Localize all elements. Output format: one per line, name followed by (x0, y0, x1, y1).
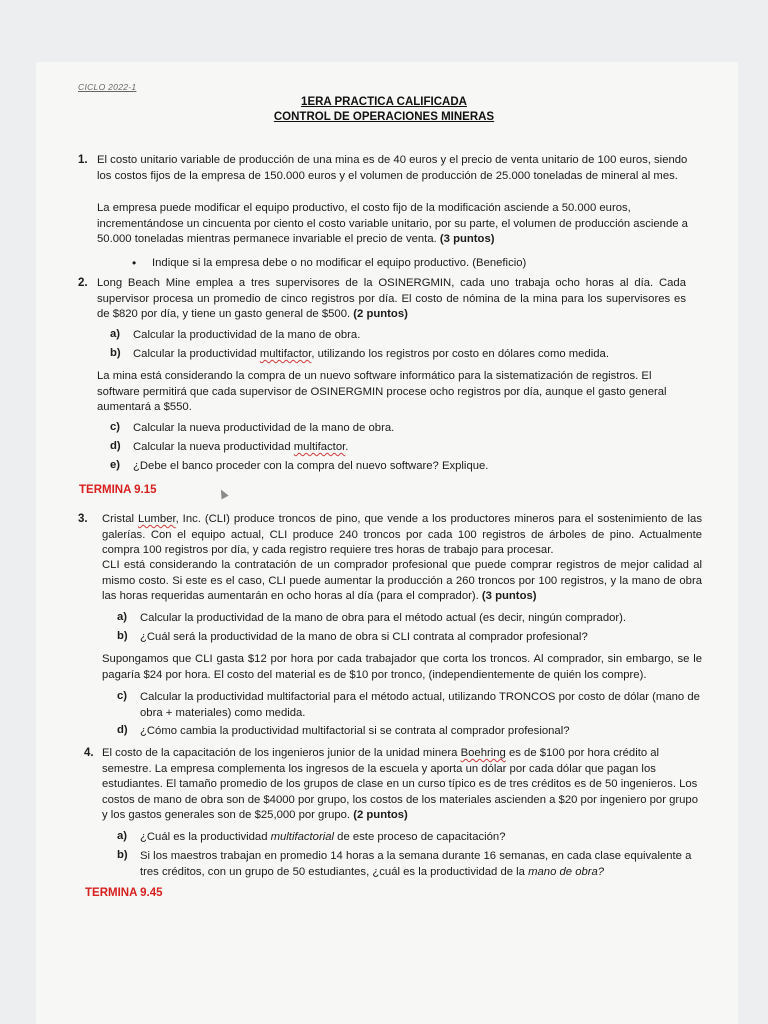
q2-paragraph-1 (97, 276, 686, 323)
q2-d-text: Calcular la nueva productividad multifactor. (133, 441, 349, 453)
q2-b-label: b) (110, 347, 121, 359)
q2-number: 2. (78, 277, 88, 289)
q1-number: 1. (78, 154, 88, 166)
q3-c-label: c) (117, 690, 128, 702)
spellcheck-word: multifactor (259, 348, 312, 360)
q1-paragraph-2-text: La empresa puede modificar el equipo productivo, el costo fijo de la modificación asciende a 50.000 euros, incrementándose un cincuenta por ciento el costo variable unitario, por su parte, el volumen de producción asciende a 50.000 toneladas mientras permanece invariable el precio de venta. (97, 202, 688, 246)
q2-paragraph-1-text: Long Beach Mine emplea a tres supervisores de la OSINERGMIN, cada uno trabaja ocho horas al día. Cada supervisor procesa un promedio de cinco registros por día. El costo de nómina de la mina para los supervisores es de $820 por día, y tiene un gasto general de $500. (97, 277, 686, 321)
q2-c-label: c) (110, 421, 121, 433)
q1-points: (3 puntos) (439, 233, 495, 246)
q2-d-label: d) (110, 440, 121, 452)
q2-paragraph-2: La mina está considerando la compra de un nuevo software informático para la sistematización de registros. El software permitirá que cada supervisor de OSINERGMIN procese ocho registros por día, aunque el gasto general aumentará a $550. (97, 370, 667, 414)
q2-end-time: TERMINA 9.15 (79, 484, 157, 496)
q2-a-label: a) (110, 328, 121, 340)
spellcheck-word: Lumber (137, 513, 176, 525)
q4-points: (2 puntos) (353, 809, 408, 822)
q2-points: (2 puntos) (353, 308, 408, 321)
q1-bullet-text: Indique si la empresa debe o no modificar el equipo productivo. (Beneficio) (152, 257, 527, 269)
q4-a-label: a) (117, 830, 128, 842)
q1-bullet-marker: • (132, 256, 137, 270)
q4-number: 4. (84, 747, 94, 759)
q3-d-label: d) (117, 724, 128, 736)
q2-e-text: ¿Debe el banco proceder con la compra del nuevo software? Explique. (133, 460, 489, 472)
document-subtitle: CONTROL DE OPERACIONES MINERAS (273, 111, 495, 123)
q4-paragraph: El costo de la capacitación de los ingenieros junior de la unidad minera Boehring es de $100 por hora crédito al semestre. La empresa complementa los ingresos de la escuela y aporta un dólar por cada dólar que pagan los estudiantes. El tamaño promedio de los grupos de clase en un curso típico es de tres créditos es de 50 ingenieros. Los costos de mano de obra son de $4000 por grupo, los costos de los materiales ascienden a $20 por ingeniero por grupo y los gastos generales son de $25,000 por grupo. (2 puntos) (102, 747, 698, 822)
q2-a-text: Calcular la productividad de la mano de obra. (133, 329, 361, 341)
q3-paragraph-2-text: CLI está considerando la contratación de un comprador profesional que puede comprar registros de mejor calidad al mismo costo. Si este es el caso, CLI puede aumentar la producción a 260 troncos por 100 registros, y la mano de obra las horas requeridas aumentarán en ocho horas al día (para el comprador). (102, 559, 702, 603)
q1-paragraph-1: El costo unitario variable de producción de una mina es de 40 euros y el precio de venta unitario de 100 euros, siendo los costos fijos de la empresa de 150.000 euros y el volumen de producción de 25.000 toneladas de mineral al mes. (97, 154, 688, 182)
q1-paragraph-2 (97, 201, 693, 248)
q4-b-label: b) (117, 849, 128, 861)
q3-d-text: ¿Cómo cambia la productividad multifactorial si se contrata al comprador profesional? (140, 725, 570, 737)
q3-number: 3. (78, 513, 88, 525)
q2-e-label: e) (110, 459, 121, 471)
q4-b-text: Si los maestros trabajan en promedio 14 horas a la semana durante 16 semanas, en cada clase equivalente a tres créditos, con un grupo de 50 estudiantes, ¿cuál es la productividad de la mano de obra? (140, 850, 692, 878)
q3-a-label: a) (117, 611, 128, 623)
q3-c-text: Calcular la productividad multifactorial para el método actual, utilizando TRONCOS por costo de dólar (mano de obra + materiales) como medida. (140, 691, 700, 719)
q3-b-text: ¿Cuál será la productividad de la mano de obra si CLI contrata al comprador profesional? (140, 631, 588, 643)
q4-a-text: ¿Cuál es la productividad multifactorial de este proceso de capacitación? (140, 831, 506, 843)
q3-b-label: b) (117, 630, 128, 642)
q3-paragraph-1: Cristal Lumber, Inc. (CLI) produce troncos de pino, que vende a los productores mineros para el sostenimiento de las galerías. Con el equipo actual, CLI produce 240 troncos por cada 100 registros de árboles de pino. Actualmente compra 100 registros por día, y cada registro requiere tres horas de trabajo para procesar. (102, 513, 702, 557)
q3-paragraph-2 (102, 558, 702, 605)
spellcheck-word: Boehring (460, 747, 506, 759)
q3-points: (3 puntos) (481, 590, 537, 603)
spellcheck-word: multifactor (293, 441, 346, 453)
q3-a-text: Calcular la productividad de la mano de obra para el método actual (es decir, ningún comprador). (140, 612, 627, 624)
q2-c-text: Calcular la nueva productividad de la mano de obra. (133, 422, 395, 434)
q2-b-text: Calcular la productividad multifactor, utilizando los registros por costo en dólares como medida. (133, 348, 609, 360)
q4-end-time: TERMINA 9.45 (85, 887, 163, 899)
cycle-label: CICLO 2022-1 (78, 82, 137, 92)
document-title: 1ERA PRACTICA CALIFICADA (301, 96, 467, 108)
q3-paragraph-3: Supongamos que CLI gasta $12 por hora por cada trabajador que corta los troncos. Al comprador, sin embargo, se le pagaría $24 por hora. El costo del material es de $10 por tronco, (independientemente de quién los compre). (102, 653, 702, 681)
